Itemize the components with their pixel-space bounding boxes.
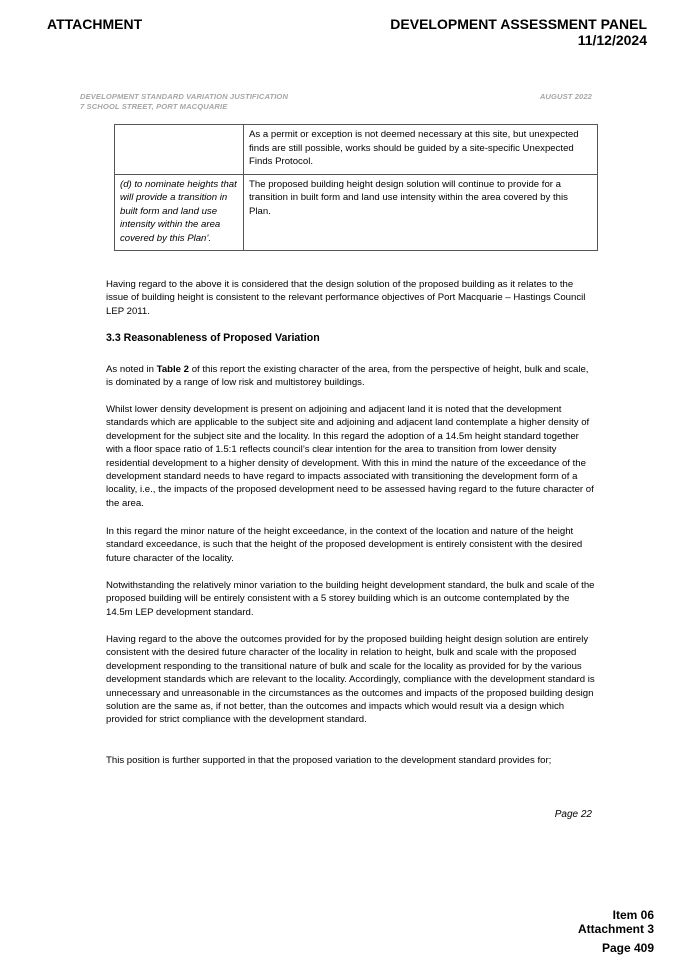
panel-header: [390, 16, 647, 48]
paragraph-text: Having regard to the above the outcomes provided for by the proposed building height design solution are entirely consistent with the desired future character of the locality in relation to height, bulk and scale with the proposed development responding to the transitional nature of bulk and scale for the locality as provided for by the various development standards which are relevant to the locality. Accordingly, compliance with the development standard is unnecessary and unreasonable in the circumstances as the outcomes and impacts of the proposed building design solution are the same as, if not better, than the outcomes and impacts which would result via a design which provided for strict compliance with the development standard.: [106, 634, 595, 726]
table-row: [115, 174, 598, 251]
paragraph: [106, 525, 596, 565]
footer-item-attachment: [578, 908, 654, 936]
paragraph: [106, 633, 596, 727]
paragraph: [106, 754, 596, 767]
table-row: [115, 125, 598, 175]
paragraph-text: Having regard to the above it is considered that the design solution of the proposed building as it relates to the issue of building height is consistent to the relevant performance objectives of Port Macquarie – Hastings Council LEP 2011.: [106, 279, 586, 317]
section-heading: 3.3 Reasonableness of Proposed Variation: [106, 332, 320, 344]
paragraph-text: Whilst lower density development is present on adjoining and adjacent land it is noted that the development standards which are applicable to the subject site and adjoining and adjacent land contemplate a higher density of development for the subject site and the locality. In this regard the adoption of a 14.5m height standard together with a floor space ratio of 1.5:1 reflects council’s clear intention for the area to transition from lower density residential development to a higher density of development. With this in mind the nature of the exceedance of the development standard needs to have regard to impacts associated with transitioning the development form of a locality, i.e., the impacts of the proposed development need to be assessed having regard to the future character of the area.: [106, 404, 594, 509]
running-header-address: 7 SCHOOL STREET, PORT MACQUARIE: [80, 101, 228, 111]
footer-item: Item 06: [612, 908, 654, 922]
paragraph: [106, 278, 596, 318]
paragraph: [106, 403, 596, 510]
running-header-date: AUGUST 2022: [539, 92, 592, 101]
panel-date: 11/12/2024: [577, 32, 647, 48]
panel-title: DEVELOPMENT ASSESSMENT PANEL: [390, 16, 647, 32]
table-reference: Table 2: [156, 364, 190, 375]
paragraph-text: This position is further supported in that the proposed variation to the development standard provides for;: [106, 755, 552, 766]
paragraph-text: In this regard the minor nature of the height exceedance, in the context of the location and nature of the height standard exceedance, is such that the height of the proposed development is entirely consistent with the desired future character of the locality.: [106, 526, 583, 564]
table-cell-response: The proposed building height design solution will continue to provide for a transition in built form and land use intensity within the area covered by this Plan.: [244, 174, 598, 251]
paragraph: [106, 363, 596, 390]
paragraph-text-start: As noted in: [106, 364, 157, 375]
running-header-title: DEVELOPMENT STANDARD VARIATION JUSTIFICATION: [80, 92, 289, 101]
table-cell-objective: [115, 125, 244, 175]
objectives-table: [114, 124, 598, 251]
paragraph-text-end: of this report the existing character of the area, from the perspective of height, bulk and scale, is dominated by a range of low risk and multistorey buildings.: [106, 364, 589, 389]
footer-page: Page 409: [601, 941, 654, 955]
paragraph-text: [106, 363, 596, 390]
footer-attachment: Attachment 3: [577, 922, 654, 936]
table-cell-response: As a permit or exception is not deemed necessary at this site, but unexpected finds are still possible, works should be guided by a site-specific Unexpected Finds Protocol.: [244, 125, 598, 175]
paragraph-text: Notwithstanding the relatively minor variation to the building height development standard, the bulk and scale of the proposed building will be entirely consistent with a 5 storey building which is an outcome contemplated by the 14.5m LEP development standard.: [106, 580, 595, 618]
table-cell-objective: (d) to nominate heights that will provide a transition in built form and land use intensity within the area covered by this Plan’.: [115, 174, 244, 251]
attachment-label: ATTACHMENT: [47, 16, 143, 32]
running-header: [80, 92, 288, 111]
document-page-number: Page 22: [554, 809, 592, 820]
paragraph: [106, 579, 596, 619]
